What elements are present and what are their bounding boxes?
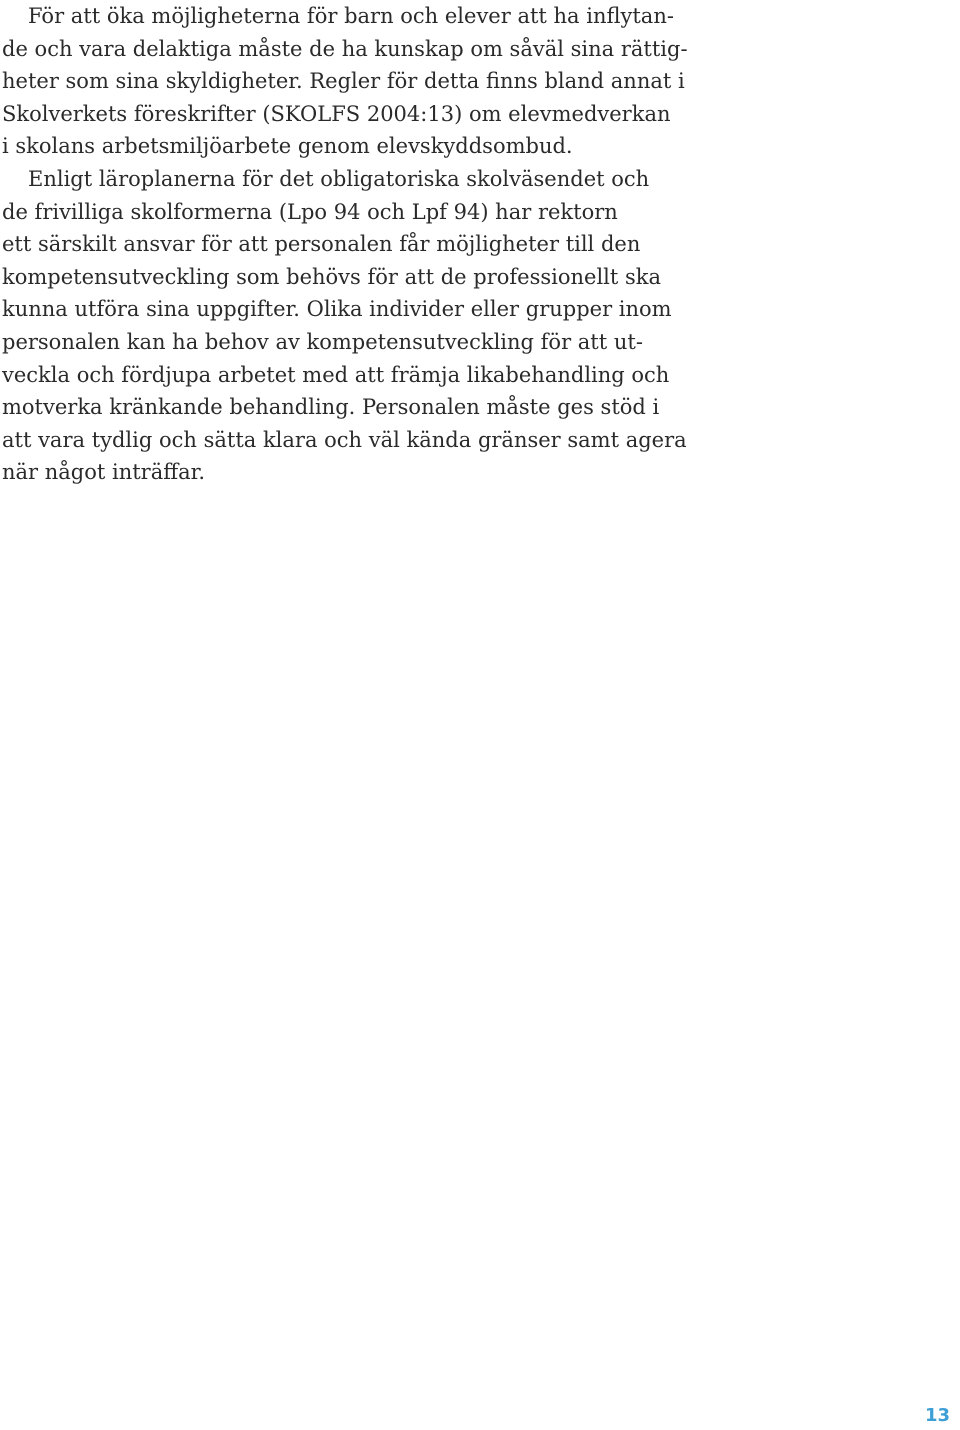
paragraph-2-line-3: ett särskilt ansvar för att personalen får möjligheter till den: [2, 232, 641, 257]
paragraph-2-line-5: kunna utföra sina uppgifter. Olika individer eller grupper inom: [2, 297, 672, 322]
paragraph-1-line-2: de och vara delaktiga måste de ha kunskap om såväl sina rättig-: [2, 36, 688, 61]
paragraph-2-line-7: veckla och fördjupa arbetet med att främja likabehandling och: [2, 362, 670, 387]
paragraph-1-line-3: heter som sina skyldigheter. Regler för detta finns bland annat i: [2, 69, 685, 94]
paragraph-2-line-8: motverka kränkande behandling. Personalen måste ges stöd i: [2, 395, 660, 420]
paragraph-1-line-5: i skolans arbetsmiljöarbete genom elevskyddsombud.: [2, 134, 573, 159]
paragraph-1-line-4: Skolverkets föreskrifter (SKOLFS 2004:13) om elevmedverkan: [2, 101, 671, 126]
paragraph-2-line-6: personalen kan ha behov av kompetensutveckling för att ut-: [2, 329, 643, 354]
page-number: 13: [924, 1405, 950, 1426]
paragraph-2-line-9: att vara tydlig och sätta klara och väl kända gränser samt agera: [2, 427, 687, 452]
paragraph-2-line-1: Enligt läroplanerna för det obligatoriska skolväsendet och: [28, 166, 650, 191]
paragraph-1-line-1: För att öka möjligheterna för barn och elever att ha inflytan-: [28, 4, 674, 28]
paragraph-2-line-10: när något inträffar.: [2, 460, 206, 485]
body-text: [2, 0, 688, 489]
paragraph-2-line-4: kompetensutveckling som behövs för att de professionellt ska: [2, 264, 662, 289]
paragraph-2-line-2: de frivilliga skolformerna (Lpo 94 och Lpf 94) har rektorn: [2, 199, 618, 224]
